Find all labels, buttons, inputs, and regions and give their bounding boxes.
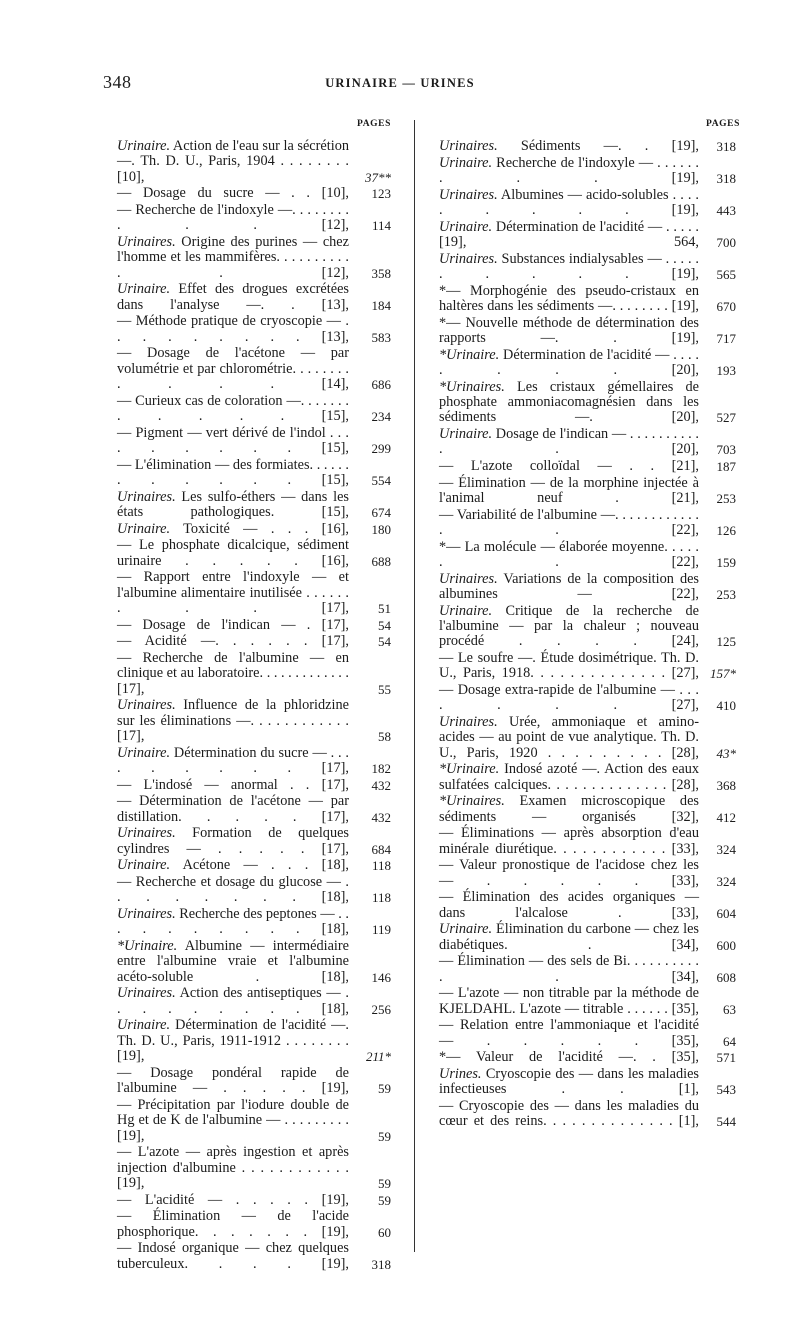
- entry-page-number: 58: [378, 729, 391, 745]
- entry-page-number: 180: [371, 521, 391, 537]
- entry-page-number: 318: [716, 171, 736, 186]
- entry-page-number: 184: [371, 297, 391, 313]
- entry-description: — L'azote — après ingestion et après injection d'albumine . . . . . . . . . . . . [19],: [117, 1144, 349, 1192]
- entry-headword: *Urinaire.: [439, 346, 500, 363]
- index-entry: [439, 316, 736, 347]
- entry-text: [117, 939, 349, 985]
- entry-description: — Dosage de l'indican — . [17],: [117, 616, 349, 633]
- entry-text: [439, 1067, 699, 1098]
- entry-text: [117, 858, 349, 873]
- entry-page-number: 432: [371, 777, 391, 793]
- entry-text: [439, 1099, 699, 1130]
- index-entry: [439, 762, 736, 793]
- entry-page-number: 51: [378, 601, 391, 617]
- index-entry: [439, 427, 736, 458]
- entry-description: Action des antiseptiques — . . . . . . . . . [18],: [117, 985, 349, 1017]
- entry-text: [439, 459, 699, 474]
- entry-description: — Dosage extra-rapide de l'albumine — . . . . . . . [27],: [439, 682, 699, 714]
- index-column-right: [439, 139, 736, 1131]
- entry-text: [117, 458, 349, 489]
- index-entry: [117, 858, 391, 873]
- entry-text: [117, 618, 349, 633]
- entry-description: Les cristaux gémellaires de phosphate ammoniacomagnésien dans les sédiments —. [20],: [439, 378, 699, 426]
- entry-text: [117, 651, 349, 697]
- index-entry: [117, 490, 391, 521]
- pages-label-right: PAGES: [706, 119, 740, 129]
- entry-text: [439, 858, 699, 889]
- entry-text: [439, 508, 699, 539]
- entry-headword: *Urinaire.: [439, 761, 500, 778]
- entry-text: [439, 604, 699, 650]
- entry-page-number: 670: [716, 299, 736, 314]
- index-entry: [117, 778, 391, 793]
- entry-text: [439, 651, 699, 682]
- entry-page-number: 583: [371, 329, 391, 345]
- entry-description: Albumines — acido-solubles . . . . . . . . . [19],: [439, 186, 699, 218]
- index-entry: [439, 284, 736, 315]
- entry-description: *— Morphogénie des pseudo-cristaux en haltères dans les sédiments —. . . . . . . . [19],: [439, 282, 699, 314]
- entry-description: — Recherche de l'albumine — en clinique et au laboratoire. . . . . . . . . . . . . [17],: [117, 650, 349, 697]
- entry-page-number: 59: [378, 1192, 391, 1208]
- entry-page-number: 114: [371, 218, 391, 234]
- entry-description: — L'élimination — des formiates. . . . . . . . . . . . [15],: [117, 456, 349, 489]
- index-entry: [439, 476, 736, 507]
- entry-page-number: 608: [716, 969, 736, 985]
- entry-text: [439, 794, 699, 825]
- entry-page-number: 324: [716, 873, 736, 889]
- index-entry: [117, 186, 391, 201]
- index-entry: [439, 540, 736, 571]
- entry-description: — Détermination de l'acétone — par distillation. . . . . [17],: [117, 793, 349, 825]
- entry-text: [117, 203, 349, 234]
- index-entry: [117, 1098, 391, 1144]
- entry-text: [439, 572, 699, 603]
- entry-headword: Urinaires.: [439, 138, 498, 154]
- entry-page-number: 253: [716, 491, 736, 506]
- column-divider: [414, 120, 415, 1252]
- entry-description: — Curieux cas de coloration —. . . . . . . . . . . . [15],: [117, 392, 349, 425]
- index-entry: [439, 380, 736, 426]
- entry-text: [117, 426, 349, 457]
- entry-description: Recherche des peptones — . . . . . . . . . . [18],: [117, 906, 349, 938]
- entry-headword: *Urinaire.: [117, 938, 178, 954]
- index-entry: [439, 954, 736, 985]
- entry-text: [439, 1050, 699, 1065]
- index-entry: [117, 394, 391, 425]
- entry-description: Variations de la composition des albumines — [22],: [439, 570, 699, 602]
- entry-description: Les sulfo-éthers — dans les états pathologiques. [15],: [117, 488, 349, 521]
- entry-page-number: 700: [716, 235, 736, 250]
- entry-text: [439, 890, 699, 921]
- entry-text: [439, 380, 699, 426]
- entry-headword: Urinaire.: [117, 520, 171, 537]
- entry-page-number: 256: [371, 1001, 391, 1017]
- index-entry: [117, 282, 391, 313]
- entry-headword: Urinaire.: [117, 744, 171, 761]
- entry-description: Élimination du carbone — chez les diabétiques. . [34],: [439, 921, 699, 953]
- entry-description: Influence de la phloridzine sur les éliminations —. . . . . . . . . . . . [17],: [117, 697, 349, 745]
- entry-text: [117, 538, 349, 569]
- index-entry: [439, 188, 736, 219]
- entry-text: [117, 139, 349, 185]
- entry-headword: Urinaires.: [117, 234, 176, 250]
- entry-text: [439, 954, 699, 985]
- entry-description: — Dosage du sucre — . . [10],: [117, 185, 349, 202]
- entry-description: Acétone — . . . [18],: [170, 857, 349, 874]
- entry-page-number: 674: [371, 505, 391, 521]
- index-entry: [117, 618, 391, 633]
- index-entry: [117, 139, 391, 185]
- entry-headword: Urinaires.: [439, 250, 498, 267]
- index-entry: [117, 1241, 391, 1272]
- entry-headword: Urinaire.: [439, 426, 493, 442]
- entry-text: [117, 570, 349, 616]
- entry-page-number: 410: [716, 698, 736, 714]
- entry-description: Détermination de l'acidité —. Th. D. U., Paris, 1911-1912 . . . . . . . . [19],: [117, 1017, 349, 1065]
- entry-description: Substances indialysables — . . . . . . . . . . [19],: [439, 250, 699, 282]
- entry-page-number: 59: [378, 1176, 391, 1192]
- entry-text: [117, 698, 349, 744]
- entry-description: Détermination du sucre — . . . . . . . . . [17],: [117, 744, 349, 777]
- index-entry: [117, 1193, 391, 1208]
- entry-description: Détermination de l'acidité — . . . . . [19], 564,: [439, 218, 699, 250]
- entry-description: — Élimination — de la morphine injectée à l'animal neuf . [21],: [439, 474, 699, 506]
- entry-page-number: 37**: [365, 169, 391, 185]
- entry-description: — Variabilité de l'albumine —. . . . . . . . . . . . . . [22],: [439, 506, 699, 538]
- index-entry: [439, 1050, 736, 1065]
- entry-headword: Urinaire.: [117, 281, 171, 298]
- entry-page-number: 64: [723, 1033, 736, 1049]
- index-entry: [117, 939, 391, 985]
- entry-page-number: 119: [371, 922, 391, 938]
- entry-description: — L'acidité — . . . . . [19],: [117, 1191, 349, 1208]
- entry-page-number: 211*: [365, 1049, 391, 1065]
- entry-headword: Urinaire.: [117, 138, 171, 154]
- entry-text: [439, 427, 699, 458]
- entry-page-number: 118: [371, 858, 391, 874]
- entry-description: Origine des purines — chez l'homme et les mammifères. . . . . . . . . . . . [12],: [117, 234, 349, 281]
- entry-page-number: 684: [371, 841, 391, 857]
- entry-description: *— Valeur de l'acidité —. . [35],: [439, 1049, 699, 1066]
- entry-text: [439, 1018, 699, 1049]
- index-entry: [439, 252, 736, 283]
- entry-text: [117, 1209, 349, 1240]
- entry-text: [117, 522, 349, 537]
- entry-description: — L'indosé — anormal . . [17],: [117, 776, 349, 793]
- index-entry: [117, 634, 391, 649]
- entry-page-number: 125: [716, 634, 736, 650]
- index-entry: [117, 986, 391, 1017]
- entry-page-number: 146: [371, 969, 391, 985]
- page-number: 348: [103, 72, 132, 92]
- index-entry: [439, 1018, 736, 1049]
- index-entry: [117, 538, 391, 569]
- entry-description: Critique de la recherche de l'albumine — par la chaleur ; nouveau procédé . . . . [24],: [439, 602, 699, 650]
- index-entry: [439, 604, 736, 650]
- entry-description: Examen microscopique des sédiments — organisés [32],: [439, 793, 699, 825]
- index-entry: [439, 348, 736, 379]
- entry-page-number: 543: [716, 1082, 736, 1098]
- entry-text: [439, 683, 699, 714]
- entry-description: Albumine — intermédiaire entre l'albumine vraie et l'albumine acéto-soluble . [18],: [117, 938, 349, 985]
- entry-headword: Urines.: [439, 1066, 482, 1082]
- entry-description: Cryoscopie des — dans les maladies infectieuses . . [1],: [439, 1066, 699, 1098]
- entry-text: [439, 715, 699, 761]
- entry-text: [439, 220, 699, 251]
- entry-page-number: 544: [716, 1114, 736, 1130]
- entry-description: — L'azote — non titrable par la méthode de KJELDAHL. L'azote — titrable . . . . . . [35],: [439, 985, 699, 1017]
- entry-page-number: 54: [378, 617, 391, 633]
- entry-text: [117, 282, 349, 313]
- entry-page-number: 554: [371, 473, 391, 489]
- index-entry: [117, 826, 391, 857]
- entry-description: Recherche de l'indoxyle — . . . . . . . . . [19],: [439, 154, 699, 186]
- entry-page-number: 571: [716, 1050, 736, 1066]
- entry-description: Toxicité — . . . [16],: [170, 520, 349, 537]
- entry-headword: Urinaires.: [439, 714, 498, 730]
- index-entry: [117, 458, 391, 489]
- entry-text: [439, 316, 699, 347]
- index-entry: [439, 651, 736, 682]
- entry-headword: Urinaires.: [117, 697, 176, 714]
- entry-page-number: 187: [716, 459, 736, 474]
- entry-description: *— La molécule — élaborée moyenne. . . . . . . [22],: [439, 538, 699, 570]
- index-entry: [117, 1066, 391, 1097]
- entry-text: [117, 490, 349, 521]
- entry-text: [117, 394, 349, 425]
- index-entry: [439, 139, 736, 154]
- index-column-left: [117, 139, 391, 1273]
- entry-description: — Méthode pratique de cryoscopie — . . . . . . . . . [13],: [117, 313, 349, 345]
- entry-text: [117, 1193, 349, 1208]
- entry-page-number: 527: [716, 410, 736, 426]
- entry-text: [439, 762, 699, 793]
- entry-text: [117, 634, 349, 649]
- entry-page-number: 688: [371, 553, 391, 569]
- index-entry: [439, 1067, 736, 1098]
- index-entry: [117, 235, 391, 281]
- index-entry: [439, 156, 736, 187]
- entry-text: [439, 284, 699, 315]
- entry-page-number: 118: [371, 890, 391, 906]
- entry-page-number: 55: [378, 681, 391, 697]
- index-entry: [117, 746, 391, 777]
- entry-page-number: 54: [378, 634, 391, 650]
- index-entry: [439, 794, 736, 825]
- entry-description: *— Nouvelle méthode de détermination des rapports —. . [19],: [439, 314, 699, 346]
- entry-description: — Indosé organique — chez quelques tuberculeux. . . . [19],: [117, 1240, 349, 1272]
- index-entry: [439, 922, 736, 953]
- entry-page-number: 686: [371, 377, 391, 393]
- index-entry: [439, 826, 736, 857]
- entry-text: [117, 1018, 349, 1064]
- entry-page-number: 193: [716, 363, 736, 378]
- entry-page-number: 123: [371, 186, 391, 202]
- entry-page-number: 318: [716, 139, 736, 154]
- entry-description: — L'azote colloïdal — . . [21],: [439, 458, 699, 474]
- entry-headword: Urinaires.: [439, 570, 498, 587]
- entry-headword: *Urinaires.: [439, 793, 505, 810]
- entry-description: — Le phosphate dicalcique, sédiment urinaire . . . . . [16],: [117, 537, 349, 569]
- index-entry: [117, 698, 391, 744]
- index-entry: [439, 683, 736, 714]
- entry-description: — Élimination — de l'acide phosphorique. . . . . . . [19],: [117, 1208, 349, 1240]
- entry-headword: Urinaire.: [439, 602, 493, 619]
- entry-page-number: 703: [716, 442, 736, 458]
- entry-text: [439, 139, 699, 154]
- entry-page-number: 565: [716, 267, 736, 282]
- entry-page-number: 157*: [710, 666, 736, 682]
- entry-text: [439, 156, 699, 187]
- entry-text: [117, 1098, 349, 1144]
- entry-headword: Urinaire.: [439, 154, 493, 171]
- entry-description: — Valeur pronostique de l'acidose chez les — . . . . . [33],: [439, 857, 699, 889]
- index-entry: [117, 794, 391, 825]
- entry-description: Indosé azoté —. Action des eaux sulfatées calciques. . . . . . . . . . . . . . [28],: [439, 761, 699, 793]
- entry-text: [439, 540, 699, 571]
- index-entry: [117, 570, 391, 616]
- entry-text: [439, 188, 699, 219]
- entry-text: [117, 746, 349, 777]
- entry-description: — Dosage pondéral rapide de l'albumine — . . . . . [19],: [117, 1064, 349, 1097]
- index-entry: [439, 1099, 736, 1130]
- entry-page-number: 234: [371, 409, 391, 425]
- index-entry: [117, 426, 391, 457]
- index-entry: [439, 220, 736, 251]
- index-entry: [439, 858, 736, 889]
- entry-text: [117, 235, 349, 281]
- entry-text: [117, 1145, 349, 1191]
- entry-text: [117, 346, 349, 392]
- entry-description: Effet des drogues excrétées dans l'analyse —. . [13],: [117, 281, 349, 313]
- entry-description: Urée, ammoniaque et amino-acides — au point de vue analytique. Th. D. U., Paris, 1920 . . . . . . . . . [28],: [439, 714, 699, 761]
- index-entry: [117, 907, 391, 938]
- entry-text: [117, 875, 349, 906]
- entry-page-number: 63: [723, 1001, 736, 1017]
- entry-description: — Éliminations — après absorption d'eau minérale diurétique. . . . . . . . . . . . [33],: [439, 825, 699, 857]
- entry-text: [439, 348, 699, 379]
- entry-description: — Élimination des acides organiques — dans l'alcalose . [33],: [439, 889, 699, 921]
- entry-headword: Urinaires.: [117, 985, 176, 1002]
- entry-page-number: 126: [716, 523, 736, 538]
- index-entry: [117, 1209, 391, 1240]
- entry-page-number: 717: [716, 331, 736, 346]
- entry-text: [117, 794, 349, 825]
- entry-description: — Acidité —. . . . . . [17],: [117, 633, 349, 650]
- entry-description: — Pigment — vert dérivé de l'indol . . . . . . . . . [15],: [117, 424, 349, 457]
- index-entry: [439, 890, 736, 921]
- entry-description: Sédiments —. . [19],: [497, 138, 699, 154]
- index-entry: [117, 1018, 391, 1064]
- entry-description: — Recherche de l'indoxyle —. . . . . . . . . . . [12],: [117, 202, 349, 234]
- index-entry: [117, 875, 391, 906]
- index-entry: [117, 651, 391, 697]
- entry-page-number: 253: [716, 587, 736, 602]
- index-entry: [117, 1145, 391, 1191]
- entry-page-number: 182: [371, 761, 391, 777]
- entry-text: [117, 314, 349, 345]
- entry-page-number: 443: [716, 203, 736, 218]
- entry-page-number: 159: [716, 555, 736, 570]
- entry-page-number: 59: [378, 1081, 391, 1097]
- index-entry: [117, 346, 391, 392]
- entry-headword: Urinaires.: [117, 825, 176, 842]
- entry-description: — Élimination — des sels de Bi. . . . . . . . . . . . [34],: [439, 953, 699, 985]
- entry-description: Formation de quelques cylindres — . . . . . [17],: [117, 825, 349, 857]
- entry-description: — Précipitation par l'iodure double de Hg et de K de l'albumine — . . . . . . . . . [19],: [117, 1096, 349, 1144]
- running-title: URINAIRE — URINES: [325, 76, 475, 90]
- entry-headword: Urinaire.: [439, 921, 493, 938]
- entry-headword: Urinaire.: [117, 857, 171, 874]
- index-entry: [439, 459, 736, 474]
- pages-label-left: PAGES: [357, 119, 391, 129]
- entry-page-number: 432: [371, 809, 391, 825]
- index-entry: [117, 203, 391, 234]
- entry-page-number: 600: [716, 937, 736, 953]
- index-entry: [439, 986, 736, 1017]
- entry-page-number: 412: [716, 809, 736, 825]
- index-entry: [117, 522, 391, 537]
- entry-page-number: 299: [371, 441, 391, 457]
- index-entry: [439, 715, 736, 761]
- entry-text: [439, 826, 699, 857]
- index-entry: [439, 508, 736, 539]
- entry-page-number: 59: [378, 1128, 391, 1144]
- entry-description: Détermination de l'acidité — . . . . . . . . [20],: [439, 346, 699, 378]
- entry-page-number: 604: [716, 905, 736, 921]
- entry-headword: Urinaires.: [117, 906, 176, 922]
- entry-description: — Le soufre —. Étude dosimétrique. Th. D. U., Paris, 1918. . . . . . . . . . . . . . [27],: [439, 650, 699, 682]
- entry-text: [117, 907, 349, 938]
- entry-description: Dosage de l'indican — . . . . . . . . . . . . [20],: [439, 426, 699, 458]
- entry-text: [439, 922, 699, 953]
- entry-page-number: 318: [371, 1256, 391, 1272]
- entry-headword: *Urinaires.: [439, 378, 505, 395]
- entry-text: [439, 476, 699, 507]
- entry-text: [117, 1066, 349, 1097]
- index-entry: [439, 572, 736, 603]
- entry-text: [117, 986, 349, 1017]
- entry-page-number: 368: [716, 777, 736, 793]
- entry-page-number: 43*: [716, 745, 736, 761]
- entry-headword: Urinaires.: [439, 186, 498, 203]
- entry-description: — Dosage de l'acétone — par volumétrie et par chlorométrie. . . . . . . . . . . . [14],: [117, 345, 349, 393]
- index-entry: [117, 314, 391, 345]
- entry-description: — Relation entre l'ammoniaque et l'acidité — . . . . . [35],: [439, 1017, 699, 1049]
- entry-description: — Recherche et dosage du glucose — . . . . . . . . [18],: [117, 874, 349, 906]
- entry-text: [117, 826, 349, 857]
- entry-page-number: 358: [371, 265, 391, 281]
- entry-description: — Cryoscopie des — dans les maladies du cœur et des reins. . . . . . . . . . . . . . [1],: [439, 1098, 699, 1130]
- entry-text: [117, 186, 349, 201]
- entry-headword: Urinaire.: [117, 1017, 171, 1034]
- entry-text: [117, 1241, 349, 1272]
- entry-headword: Urinaire.: [439, 218, 493, 235]
- entry-page-number: 60: [378, 1224, 391, 1240]
- entry-text: [439, 252, 699, 283]
- entry-description: — Rapport entre l'indoxyle — et l'albumine alimentaire inutilisée . . . . . . . . . [17],: [117, 569, 349, 617]
- entry-text: [439, 986, 699, 1017]
- entry-text: [117, 778, 349, 793]
- entry-headword: Urinaires.: [117, 488, 176, 505]
- entry-page-number: 324: [716, 841, 736, 857]
- entry-description: Action de l'eau sur la sécrétion —. Th. D. U., Paris, 1904 . . . . . . . . [10],: [117, 138, 349, 185]
